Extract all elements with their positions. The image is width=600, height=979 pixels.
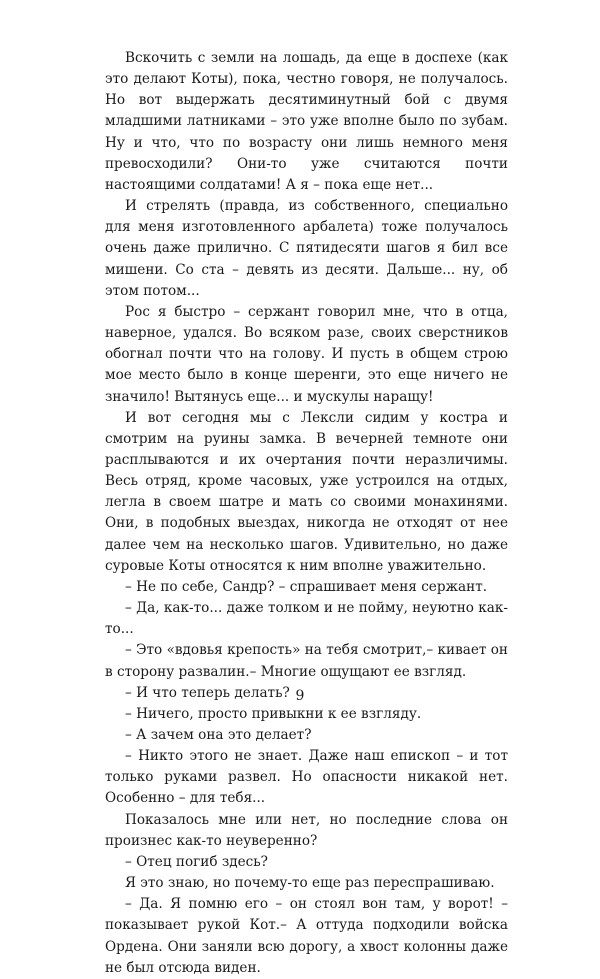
dialogue-line: – Да, как-то... даже толком и не пойму, неуютно как-то...: [105, 600, 508, 638]
paragraph: И вот сегодня мы с Лексли сидим у костра и смотрим на руины замка. В вечерней темноте они расплываются и их очертания почти неразличимы. Весь отряд, кроме часовых, уже устроился на отдых, легла в своем шатре и мать со своими монахинями. Они, в подобных выездах, никогда не отходят от нее далее чем на несколько шагов. Удивительно, но даже суровые Коты относятся к ним вполне уважительно.: [105, 409, 508, 574]
dialogue-line: – Да. Я помню его – он стоял вон там, у ворот! – показывает рукой Кот.– А оттуда подходили войска Ордена. Они заняли всю дорогу, а хвост колонны даже не был отсюда виден.: [105, 896, 508, 976]
body-text: [105, 48, 508, 979]
dialogue-line: – Никто этого не знает. Даже наш епископ – и тот только руками развел. Но опасности никакой нет. Особенно – для тебя...: [105, 748, 508, 807]
dialogue-line: – И что теперь делать?: [125, 684, 290, 701]
paragraph: Вскочить с земли на лошадь, да еще в доспехе (как это делают Коты), пока, честно говоря, не получалось. Но вот выдержать десятиминутный бой с двумя младшими латниками – это уже вполне было по зубам. Ну и что, что по возрасту они лишь немного меня превосходили? Они-то уже считаются почти настоящими солдатами! А я – пока еще нет...: [105, 50, 508, 193]
dialogue-line: – А зачем она это делает?: [125, 727, 312, 743]
paragraph: Я это знаю, но почему-то еще раз переспрашиваю.: [125, 875, 495, 892]
dialogue-line: – Ничего, просто привыкни к ее взгляду.: [125, 705, 422, 722]
paragraph: И стрелять (правда, из собственного, специально для меня изготовленного арбалета) тоже получалось очень даже прилично. С пятидесяти шагов я бил все мишени. Со ста – девять из десяти. Дальше... ну, об этом потом...: [105, 198, 508, 299]
dialogue-line: – Не по себе, Сандр? – спрашивает меня сержант.: [125, 578, 488, 595]
dialogue-line: – Отец погиб здесь?: [125, 853, 268, 870]
paragraph: Рос я быстро – сержант говорил мне, что в отца, наверное, удался. Во всяком разе, своих сверстников обогнал почти что на голову. И пусть в общем строю мое место было в конце шеренги, это еще ничего не значило! Вытянусь еще... и мускулы наращу!: [105, 303, 508, 405]
paragraph: Показалось мне или нет, но последние слова он произнес как-то неуверенно?: [105, 811, 508, 849]
page-number: 9: [295, 688, 305, 704]
dialogue-line: – Это «вдовья крепость» на тебя смотрит,– кивает он в сторону развалин.– Многие ощущают ее взгляд.: [105, 642, 508, 680]
